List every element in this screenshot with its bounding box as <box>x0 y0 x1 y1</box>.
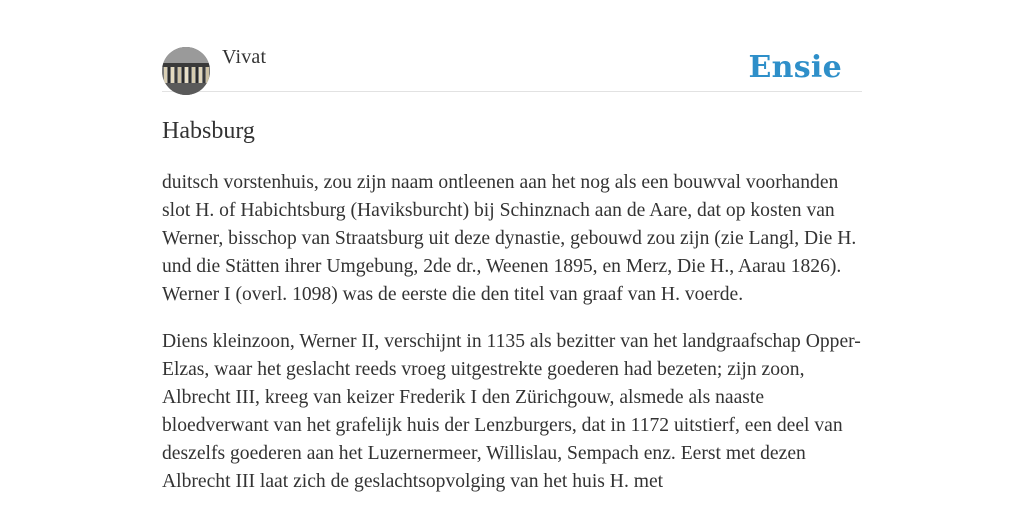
content-column <box>162 0 862 512</box>
author-avatar[interactable] <box>162 47 210 95</box>
article-paragraph-2: Diens kleinzoon, Werner II, verschijnt in 1135 als bezitter van het landgraafschap Opper-Elzas, waar het geslacht reeds vroeg uitgestrekte goederen had bezeten; zijn zoon, Albrecht III, kreeg van keizer Frederik I den Zürichgouw, alsmede als naaste bloedverwant van het grafelijk huis der Lenzburgers, dat in 1172 uitstierf, een deel van deszelfs goederen aan het Luzernermeer, Willislau, Sempach enz. Eerst met dezen Albrecht III laat zich de geslachtsopvolging van het huis H. met <box>162 331 861 492</box>
article-paragraph-1: duitsch vorstenhuis, zou zijn naam ontleenen aan het nog als een bouwval voorhanden slot H. of Habichtsburg (Haviksburcht) bij Schinznach aan de Aare, dat op kosten van Werner, bisschop van Straatsburg uit deze dynastie, gebouwd zou zijn (zie Langl, Die H. und die Stätten ihrer Umgebung, 2de dr., Weenen 1895, en Merz, Die H., Aarau 1826). Werner I (overl. 1098) was de eerste die den titel van graaf van H. voerde. <box>162 172 857 305</box>
ensie-logo[interactable]: Ensie <box>748 50 842 85</box>
article-title: Habsburg <box>162 118 255 144</box>
author-name-link[interactable]: Vivat <box>222 46 267 68</box>
article-body <box>162 169 862 496</box>
header <box>162 0 862 92</box>
bookshelf-avatar-icon <box>162 47 210 95</box>
